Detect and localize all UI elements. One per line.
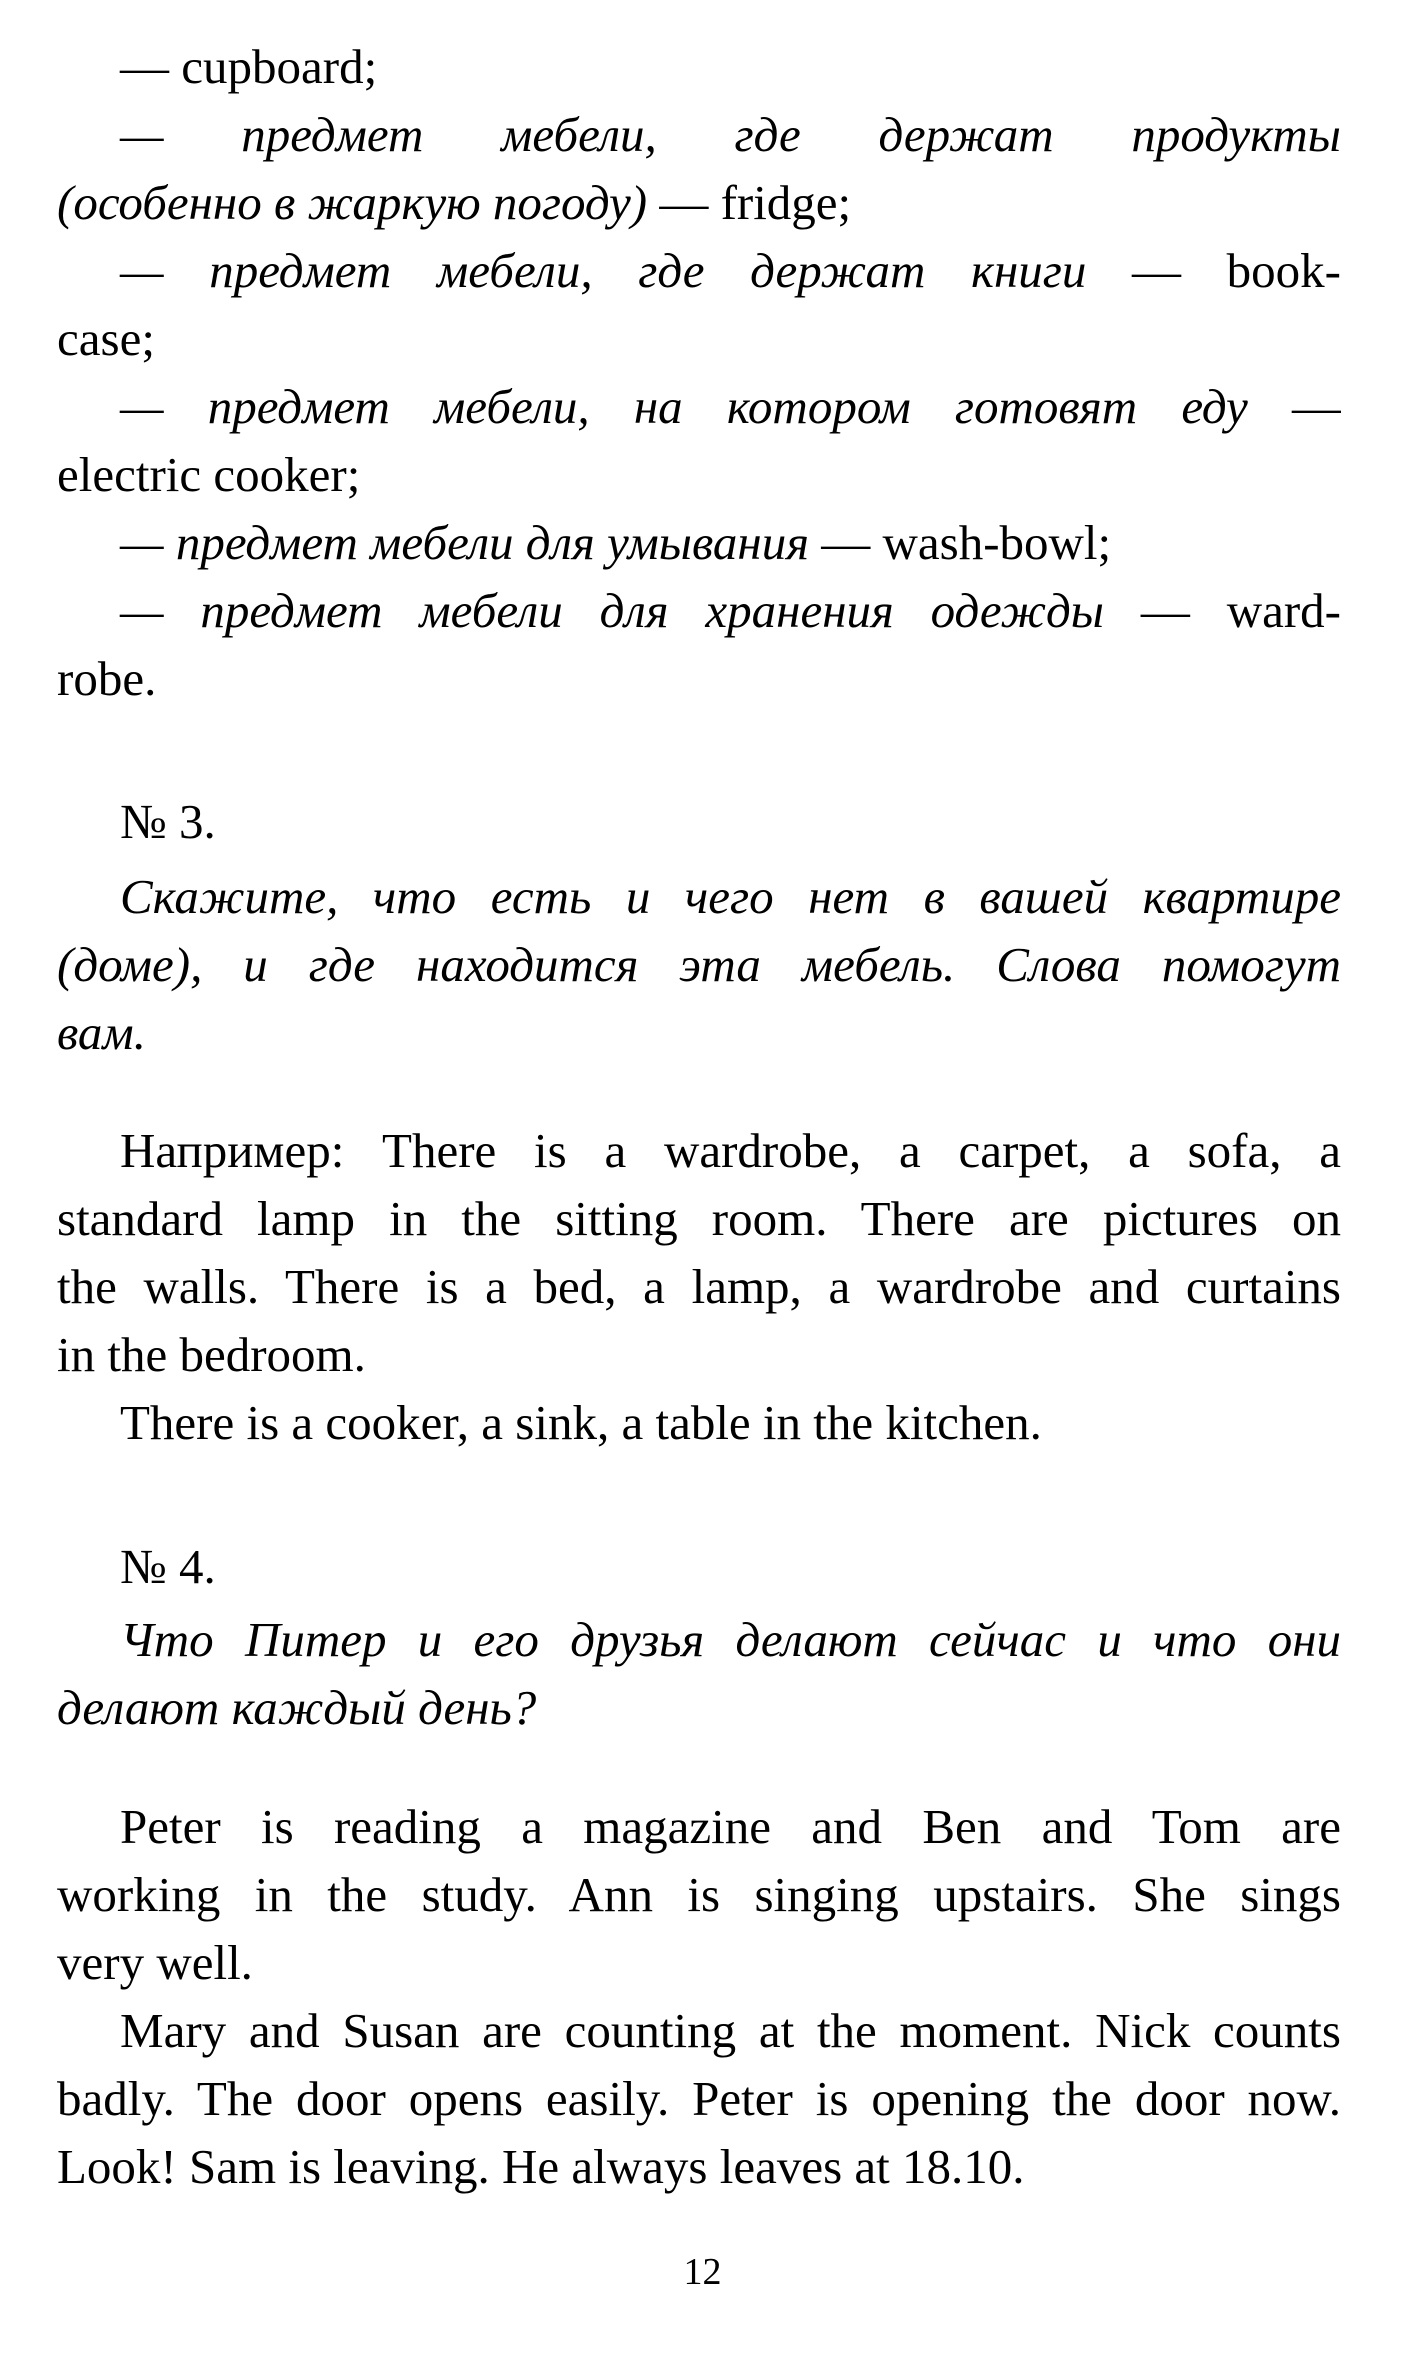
exercise-4 xyxy=(57,1533,1341,1601)
text-line: There is a cooker, a sink, a table in the kitchen. xyxy=(120,1395,1042,1450)
text-line: in the bedroom. xyxy=(57,1327,366,1382)
text-run: electric cooker; xyxy=(57,447,361,502)
page-number: 12 xyxy=(683,2251,722,2293)
exercise-4-heading: № 4. xyxy=(120,1539,216,1594)
text-line xyxy=(57,509,1341,577)
text-line xyxy=(57,237,1341,305)
text-line xyxy=(57,305,1341,373)
text-line: Mary and Susan are counting at the moment. Nick counts xyxy=(120,2003,1341,2058)
text-run: — предмет мебели для умывания xyxy=(120,515,809,570)
text-line: badly. The door opens easily. Peter is opening the door now. xyxy=(57,2071,1341,2126)
exercise-3-heading: № 3. xyxy=(120,794,216,849)
text-line xyxy=(57,645,1341,713)
text-line: (доме), и где находится эта мебель. Слова помогут xyxy=(57,937,1341,992)
text-line: Например: There is a wardrobe, a carpet, a sofa, a xyxy=(120,1123,1341,1178)
text-run: case; xyxy=(57,311,155,366)
exercise-4-answer xyxy=(57,1793,1341,2201)
text-run: — ward- xyxy=(1104,583,1341,638)
text-line: Что Питер и его друзья делают сейчас и что они xyxy=(120,1612,1341,1667)
text-line xyxy=(57,577,1341,645)
text-line: делают каждый день? xyxy=(57,1680,537,1735)
text-run: — xyxy=(1247,379,1341,434)
text-run: robe. xyxy=(57,651,157,706)
text-run: — предмет мебели, где держат книги xyxy=(120,243,1087,298)
text-run: — cupboard; xyxy=(120,39,378,94)
exercise-3 xyxy=(57,788,1341,856)
text-line: Peter is reading a magazine and Ben and Tom are xyxy=(120,1799,1341,1854)
text-run: — предмет мебели, где держат продукты xyxy=(120,107,1341,162)
text-line xyxy=(57,33,1341,101)
text-run: — wash-bowl; xyxy=(809,515,1112,570)
text-line: Скажите, что есть и чего нет в вашей квартире xyxy=(120,869,1341,924)
text-line: standard lamp in the sitting room. There are pictures on xyxy=(57,1191,1341,1246)
exercise-3-task xyxy=(57,863,1341,1067)
vocabulary-list xyxy=(57,33,1341,713)
exercise-3-answer xyxy=(57,1117,1341,1457)
text-run: — fridge; xyxy=(647,175,852,230)
text-line xyxy=(57,169,1341,237)
text-line: вам. xyxy=(57,1005,146,1060)
text-run: (особенно в жаркую погоду) xyxy=(57,175,648,230)
text-run: — book- xyxy=(1086,243,1341,298)
text-run: — предмет мебели, на котором готовят еду xyxy=(120,379,1248,434)
text-line xyxy=(57,441,1341,509)
text-line xyxy=(57,373,1341,441)
text-line xyxy=(57,101,1341,169)
text-run: — предмет мебели для хранения одежды xyxy=(120,583,1104,638)
text-line: the walls. There is a bed, a lamp, a wardrobe and curtains xyxy=(57,1259,1341,1314)
text-line: very well. xyxy=(57,1935,253,1990)
text-line: Look! Sam is leaving. He always leaves at 18.10. xyxy=(57,2139,1025,2194)
text-line: working in the study. Ann is singing upstairs. She sings xyxy=(57,1867,1341,1922)
exercise-4-task xyxy=(57,1606,1341,1742)
